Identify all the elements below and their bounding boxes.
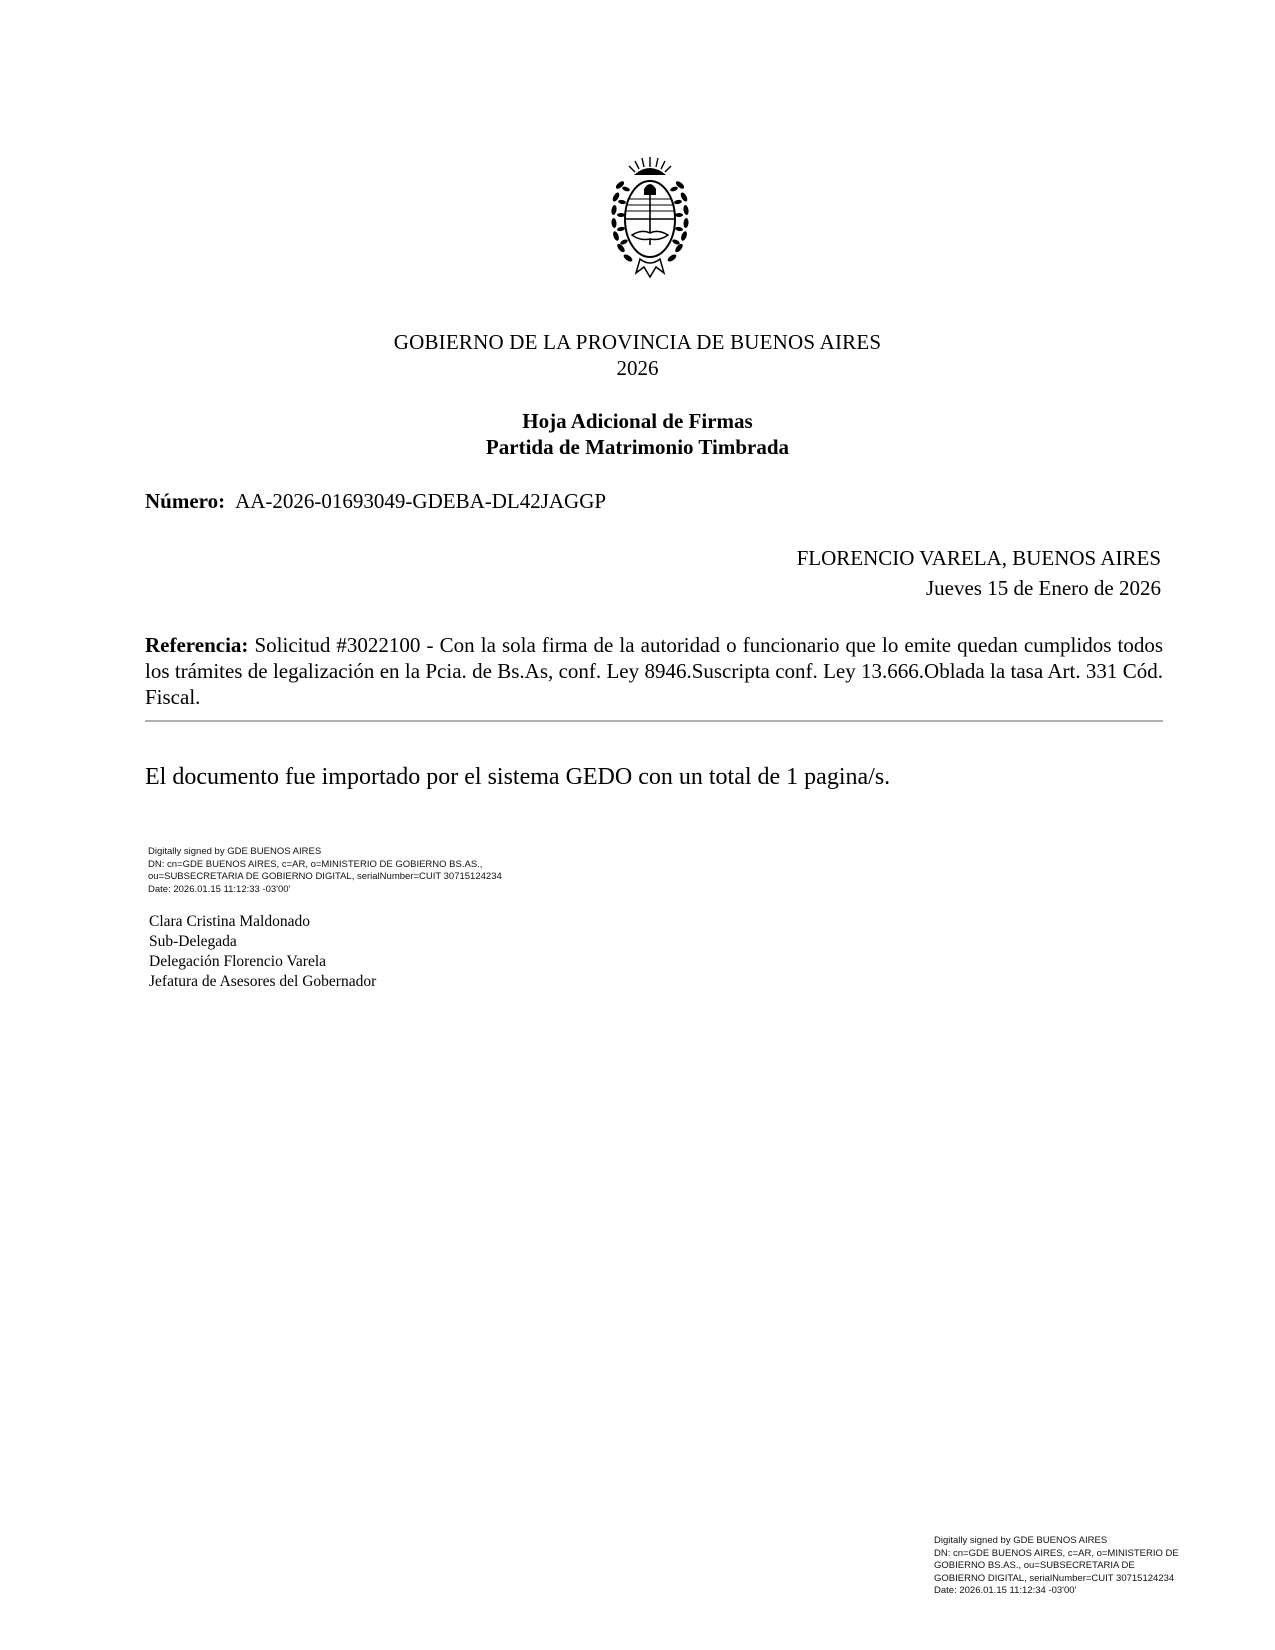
reference-paragraph (145, 632, 1163, 710)
signature-line: GOBIERNO BS.AS., ou=SUBSECRETARIA DE (934, 1560, 1135, 1571)
document-number (145, 489, 606, 514)
document-number-value: AA-2026-01693049-GDEBA-DL42JAGGP (235, 489, 607, 513)
signature-line: Digitally signed by GDE BUENOS AIRES (934, 1535, 1108, 1546)
signer-role: Sub-Delegada (149, 933, 237, 950)
signature-line: ou=SUBSECRETARIA DE GOBIERNO DIGITAL, serialNumber=CUIT 30715124234 (148, 871, 502, 882)
document-place: FLORENCIO VARELA, BUENOS AIRES (796, 546, 1161, 570)
signature-line: GOBIERNO DIGITAL, serialNumber=CUIT 30715124234 (934, 1572, 1175, 1584)
signer-department: Jefatura de Asesores del Gobernador (149, 973, 377, 990)
signature-line: Date: 2026.01.15 11:12:34 -03'00' (934, 1585, 1077, 1596)
document-title: Hoja Adicional de Firmas (522, 409, 753, 433)
signature-line: DN: cn=GDE BUENOS AIRES, c=AR, o=MINISTERIO DE (934, 1547, 1179, 1559)
government-heading: GOBIERNO DE LA PROVINCIA DE BUENOS AIRES (393, 330, 882, 354)
document-year: 2026 (616, 356, 659, 380)
digital-signature-block-footer (934, 1535, 1214, 1598)
signer-block (149, 912, 376, 992)
signature-line: Digitally signed by GDE BUENOS AIRES (148, 846, 322, 857)
signature-line: DN: cn=GDE BUENOS AIRES, c=AR, o=MINISTERIO DE GOBIERNO BS.AS., (148, 858, 483, 870)
reference-text: Solicitud #3022100 - Con la sola firma de la autoridad o funcionario que lo emite quedan cumplidos todos los trámites de legalización en la Pcia. de Bs.As, conf. Ley 8946.Suscripta conf. Ley 13.666.Oblada la tasa Art. 331 Cód. Fiscal. (145, 633, 1164, 709)
signer-name: Clara Cristina Maldonado (149, 913, 310, 930)
document-subtitle: Partida de Matrimonio Timbrada (485, 435, 790, 459)
document-date: Jueves 15 de Enero de 2026 (925, 576, 1161, 600)
signer-office: Delegación Florencio Varela (149, 953, 327, 970)
coat-of-arms-icon (606, 155, 694, 287)
document-number-label: Número: (145, 489, 226, 513)
body-text: El documento fue importado por el sistema GEDO con un total de 1 pagina/s. (145, 764, 891, 790)
signature-line: Date: 2026.01.15 11:12:33 -03'00' (148, 883, 291, 895)
digital-signature-block (148, 846, 502, 896)
reference-label: Referencia: (145, 633, 249, 657)
divider (145, 720, 1163, 722)
